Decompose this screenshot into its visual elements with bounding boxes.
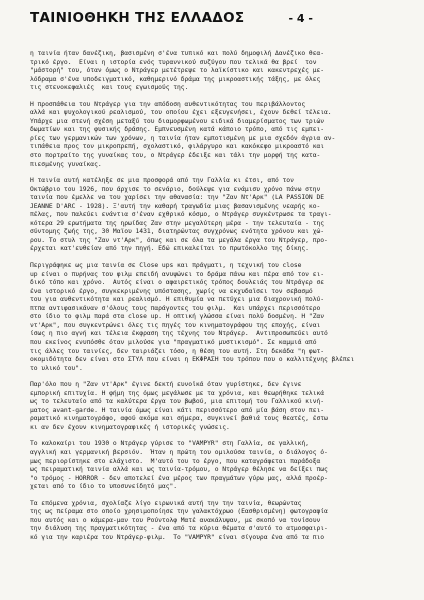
text-line: κι αν δεν έχουν κινηματογραφικές ή ιστορικές γνώσεις. bbox=[30, 423, 230, 431]
text-line: Η ταινία αυτή κατέληξε σε μια προσφορά από την Γαλλία κι έτσι, από τον bbox=[30, 177, 294, 185]
text-line: εμπορική επιτυχία. Η φήμη της όμως μεγάλωσε με τα χρόνια, και θεωρήθηκε τελικά bbox=[30, 389, 325, 397]
paragraph-3 bbox=[30, 177, 404, 254]
text-line: JEANNE D'ARC - 1928). Ξ'αυτή την καθαρή τραγωδία μιας βασανισμένης νεαρής κο- bbox=[30, 202, 321, 210]
text-line: δωματίων και της φυσικής δράσης. Εμπνευσμένη κατά κάποιο τρόπο, από τις εμπει- bbox=[30, 126, 325, 134]
text-line: πιεσμένης γυναίκας. bbox=[30, 160, 102, 168]
text-line: Υπάρχε μια στενή σχέση μεταξύ του διαμορφωμένου ειδικά διαμερίσματος των τριών bbox=[30, 117, 325, 125]
text-line: στο πορτραίτο της γυναίκας του, ο Ντράγερ έδειξε και τάλι την μορφή της κατα- bbox=[30, 152, 321, 160]
text-line: που εκείνος ενυπόσθε όταν μιλούσε για "πραγματικό μυστικισμό". Σε καμμιά από bbox=[30, 338, 317, 346]
text-line: Παρ'όλο που η "Ζαν ντ'Αρκ" έγινε δεκτή ευνοϊκά όταν γυρίστηκε, δεν έγινε bbox=[30, 381, 302, 389]
text-line: την διάλυση της πραγματικότητας - ένα από τα κύρια θέματα σ'αυτό το ατμοσφαιρι- bbox=[30, 525, 328, 533]
text-line: μως περιορίστηκε στο ελάχιστο. Μ'αυτό του το έργο, που καταγράφεται παράδοξα bbox=[30, 457, 321, 465]
text-line: "μάστορή" του, όταν όμως ο Ντράγερ μετέτρεψε το λαϊκίστικο και κακεντρεχές με- bbox=[30, 67, 325, 75]
text-line: σύντομης ζωής της, 30 Μαΐου 1431, διατηρώντας συγχρόνως ενότητα χρόνου και χώ- bbox=[30, 228, 325, 236]
text-line: ρίες των γερμανικών των χρόνων, η ταινία ήταν εμποτισμένη με μια σχεδόν άγρια αν- bbox=[30, 134, 336, 142]
page-header bbox=[30, 10, 404, 32]
text-line: έρχεται κατ'ευθείαν από την πηγή. Εδώ επικαλείται το πρωτόκολλο της δίκης. bbox=[30, 245, 309, 253]
text-line: τις άλλες του ταινίες, δεν ταιριάζει τόσο, η θέση του αυτή. Στη δεκάδα "η φωτ- bbox=[30, 347, 325, 355]
text-line: πτπα αντιφασικάναν σ'όλους τους παράγοντες του φιλμ. Και υπάρχει περισσότερο bbox=[30, 304, 321, 312]
text-line: Περιγράφηκε ως μια ταινία σε Close ups και πράγματι, η τεχνική του close bbox=[30, 262, 302, 270]
text-line: Η προσπάθεια του Ντράγερ για την απόδοση αυθεντικότητας του περιβάλλοντος bbox=[30, 100, 306, 108]
text-line: ως πειραματική ταινία αλλά και ως ταινία-τρόμου, ο Ντράγερ θέλησε να δείξει πως bbox=[30, 466, 328, 474]
paragraph-1 bbox=[30, 50, 404, 93]
text-line: τρικό έργο. Είναι η ιστορία ενός τυραννικού συζύγου που τελικά θα βρεί τον bbox=[30, 58, 317, 66]
text-line: χεται από το ίδιο το υποσυνείδητό μας". bbox=[30, 483, 178, 491]
paragraph-6 bbox=[30, 440, 404, 491]
text-line: ρου. Το στυλ της "Ζαν ντ'Αρκ", όπως και σε όλα τα μεγάλα έργα του Ντράγερ, προ- bbox=[30, 236, 328, 244]
text-line: Το καλοκαίρι του 1930 ο Ντράγερ γύρισε το "VAMPYR" στη Γαλλία, σε γαλλική, bbox=[30, 440, 309, 448]
paragraph-7 bbox=[30, 500, 404, 543]
text-line: η ταινία ήταν δανέζικη, βασισμένη σ'ένα τυπικό και πολύ δημοφιλή Δανέζικο θεα- bbox=[30, 50, 325, 57]
text-line: αγγλική και γερμανική βερσιόν. Ήταν η πρώτη του ομιλούσα ταινία, ο διάλογος ό- bbox=[30, 448, 328, 456]
document-body bbox=[30, 50, 404, 542]
text-line: ίσως η πιο αγνή και τέλεια έκφραση της τέχνης του Ντράγερ. Αντιπροσωπεύει αυτό bbox=[30, 330, 328, 338]
text-line: λόδραμα σ'ένα υποδειγματικό, καθημερινό δράμα της μικροαστικής τάξης, με όλες bbox=[30, 75, 321, 83]
archive-title: ΤΑΙΝΙΟΘΗΚΗ ΤΗΣ ΕΛΛΑΔΟΣ bbox=[30, 10, 245, 26]
paragraph-5 bbox=[30, 381, 404, 432]
text-line: κότερα 29 ερωτήματα της ηρωίδας Ζαν στην μεγαλύτερη μέρα - την τελευταία - της bbox=[30, 219, 325, 227]
text-line: πέλας, που παλεύει ενάντια σ'έναν εχθρικό κόσμο, ο Ντράγερ συγκέντρωσε τα τραγι- bbox=[30, 211, 332, 219]
text-line: του για αυθεντικότητα και ρεαλισμό. Η επιθυμία να πετύχει μια διαχρονική πολύ- bbox=[30, 296, 325, 304]
text-line: τις στενοκεφαλιές και τους εγωισμούς της. bbox=[30, 84, 189, 92]
text-line: δικό τόπο και χρόνο. Αυτός είναι ο αφαιρετικός τρόπος δουλειάς του Ντράγερ σε bbox=[30, 279, 325, 287]
paragraph-2 bbox=[30, 101, 404, 169]
text-line: στο ίδιο το φιλμ παρά στα close up. Η οπτική γλώσσα είναι πολύ δοσμένη. Η "Ζαν bbox=[30, 313, 325, 321]
text-line: της ως πείραμα στο οποίο χρησιμοποίησε την γαλακτόχρωο (Εασθρισμένη) φωτογραφία bbox=[30, 508, 328, 516]
text-line: το υλικό του". bbox=[30, 364, 83, 372]
text-line: ως το τελευταίο από τα καλύτερα έργα του βωβού, μια επιτομή του Γαλλικού κινή- bbox=[30, 398, 325, 406]
text-line: ματος avant-garde. Η ταινία όμως είναι κάτι περισσότερο από μία βάση στον πει- bbox=[30, 406, 325, 414]
text-line: αλλά και ψυχολογικού ρεαλισμού, του οποίου έχει εξευγενήσει, έχουν δεθεί τέλεια. bbox=[30, 109, 332, 117]
text-line: που αυτός και ο κάμερα-μαν του Ρούντολφ Ματέ ανακάλυψαν, με σκοπό να τονίσουν bbox=[30, 516, 321, 524]
text-line: up είναι ο πυρήνας του φιλμ επειδή ανυψώνει το δράμα πάνω και πέρα από τον ει- bbox=[30, 270, 325, 278]
text-line: "ο τρόμος - HORROR - δεν αποτελεί ένα μέρος των πραγμάτων γύρω μας, αλλά προέρ- bbox=[30, 474, 328, 482]
text-line: Τα επόμενα χρόνια, σχολίαζε λίγο ειρωνικά αυτή την την ταινία, θεωρώντας bbox=[30, 499, 302, 507]
paragraph-4 bbox=[30, 262, 404, 373]
text-line: κό για την καριέρα του Ντράγερ-φιλμ. Το "VAMPYR" είναι σίγουρα ένα από τα πιο bbox=[30, 533, 325, 541]
text-line: ντ'Αρκ", που συγκεντρώνει όλες τις πηγές του κινηματογράφου της εποχής, είναι bbox=[30, 321, 321, 329]
text-line: ταινία που έμελλε να του χαρίσει την αθανασία: την "Ζαν Ντ'Αρκ" (LA PASSION DE bbox=[30, 194, 325, 202]
page-number: - 4 - bbox=[288, 12, 313, 25]
text-line: τιπάθεια προς τον μικροπρεπή, σχολαστικό, φιλάργυρο και κακόκεφο μικροαστό και bbox=[30, 143, 325, 151]
text-line: οκομιδότητα δεν είναι στο ΣΤΥΛ που είναι η ΕΚΦΡΑΣΗ του τρόπου που ο καλλιτέχνης βλέπει bbox=[30, 356, 355, 364]
text-line: ένα ιστορικό έργο, συγκεκριμένης υπόστασης, χωρίς να εκχυδαΐσει τον σεβασμό bbox=[30, 287, 313, 295]
text-line: Οκτώβριο του 1926, που άρχισε το σενάριο, δούλεψε για ενάμισυ χρόνο πάνω στην bbox=[30, 185, 321, 193]
text-line: ραματικό κινηματογράφο, αφού ακόμα και σήμερα, συγκινεί βαθιά τους θεατές, έστω bbox=[30, 415, 328, 423]
